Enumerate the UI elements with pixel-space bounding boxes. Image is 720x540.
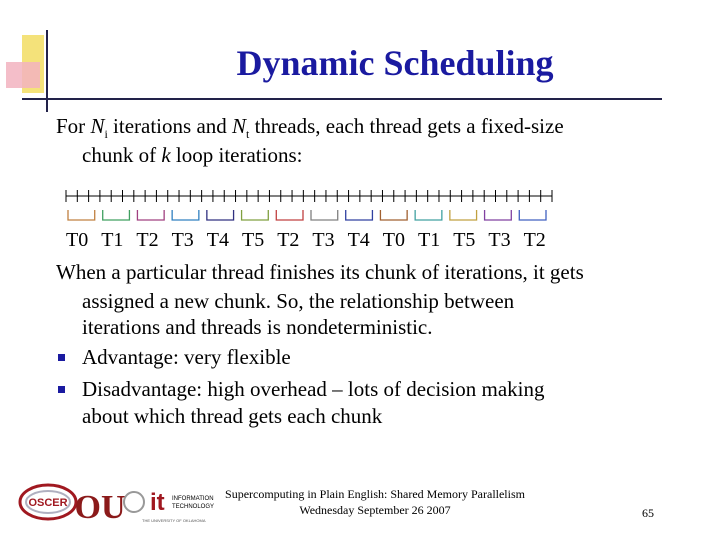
chunk-label: T4 — [206, 229, 230, 251]
slide-title: Dynamic Scheduling — [236, 43, 554, 83]
chunk-label: T2 — [523, 229, 546, 251]
chunk-bracket — [276, 210, 303, 220]
chunk-label: T4 — [347, 229, 370, 251]
chunk-bracket — [519, 210, 546, 220]
bullet-disadvantage-line-2: about which thread gets each chunk — [82, 404, 383, 428]
intro-line-1: For $N_i$ iterations and $N_t$ threads, each thread gets a fixed-size — [56, 114, 564, 142]
svg-text:OU: OU — [74, 489, 126, 526]
bullet-disadvantage-line-1: Disadvantage: high overhead – lots of decision making — [82, 377, 545, 401]
chunk-bracket — [311, 210, 338, 220]
svg-text:INFORMATION: INFORMATION — [172, 496, 214, 502]
chunk-bracket — [485, 210, 512, 220]
chunk-label: T3 — [488, 229, 511, 251]
ou-logo — [74, 482, 126, 526]
footer-line-1: Supercomputing in Plain English: Shared Memory Parallelism — [225, 487, 525, 501]
paragraph-line-2: assigned a new chunk. So, the relationship between — [82, 289, 515, 313]
chunk-bracket — [207, 210, 234, 220]
bullet-advantage: Advantage: very flexible — [82, 345, 291, 369]
paragraph-line-1: When a particular thread finishes its chunk of iterations, it gets — [56, 260, 584, 284]
footer — [200, 486, 550, 518]
chunk-bracket — [380, 210, 407, 220]
oscer-logo — [18, 482, 78, 522]
chunk-bracket — [103, 210, 130, 220]
svg-text:OSCER: OSCER — [28, 497, 68, 509]
svg-text:it: it — [150, 489, 165, 516]
svg-text:TECHNOLOGY: TECHNOLOGY — [172, 504, 215, 510]
chunk-bracket — [137, 210, 164, 220]
chunk-label: T1 — [101, 229, 124, 251]
svg-text:THE UNIVERSITY OF OKLAHOMA: THE UNIVERSITY OF OKLAHOMA — [142, 518, 206, 523]
bullet-marker-2 — [58, 386, 65, 393]
chunk-label: T3 — [171, 229, 194, 251]
corner-pink-block — [6, 62, 40, 88]
chunk-label: T0 — [66, 229, 89, 251]
bullet-marker-1 — [58, 354, 65, 361]
paragraph-line-3: iterations and threads is nondeterministic. — [82, 315, 433, 339]
corner-horizontal-line — [22, 98, 662, 100]
chunk-bracket — [346, 210, 373, 220]
chunk-bracket — [172, 210, 199, 220]
chunk-label: T0 — [382, 229, 406, 251]
chunk-label: T1 — [418, 229, 441, 251]
chunk-label: T2 — [277, 229, 300, 251]
chunk-label: T5 — [453, 229, 476, 251]
page-number: 65 — [642, 506, 654, 520]
intro-line-2: chunk of k loop iterations: — [82, 143, 303, 167]
chunk-label: T5 — [242, 229, 265, 251]
chunk-bracket — [415, 210, 442, 220]
chunk-bracket — [68, 210, 95, 220]
chunk-bracket — [450, 210, 477, 220]
it-logo — [120, 484, 215, 526]
chunk-label: T3 — [312, 229, 335, 251]
chunk-label: T2 — [136, 229, 159, 251]
footer-line-2: Wednesday September 26 2007 — [299, 503, 451, 517]
chunk-bracket — [242, 210, 269, 220]
